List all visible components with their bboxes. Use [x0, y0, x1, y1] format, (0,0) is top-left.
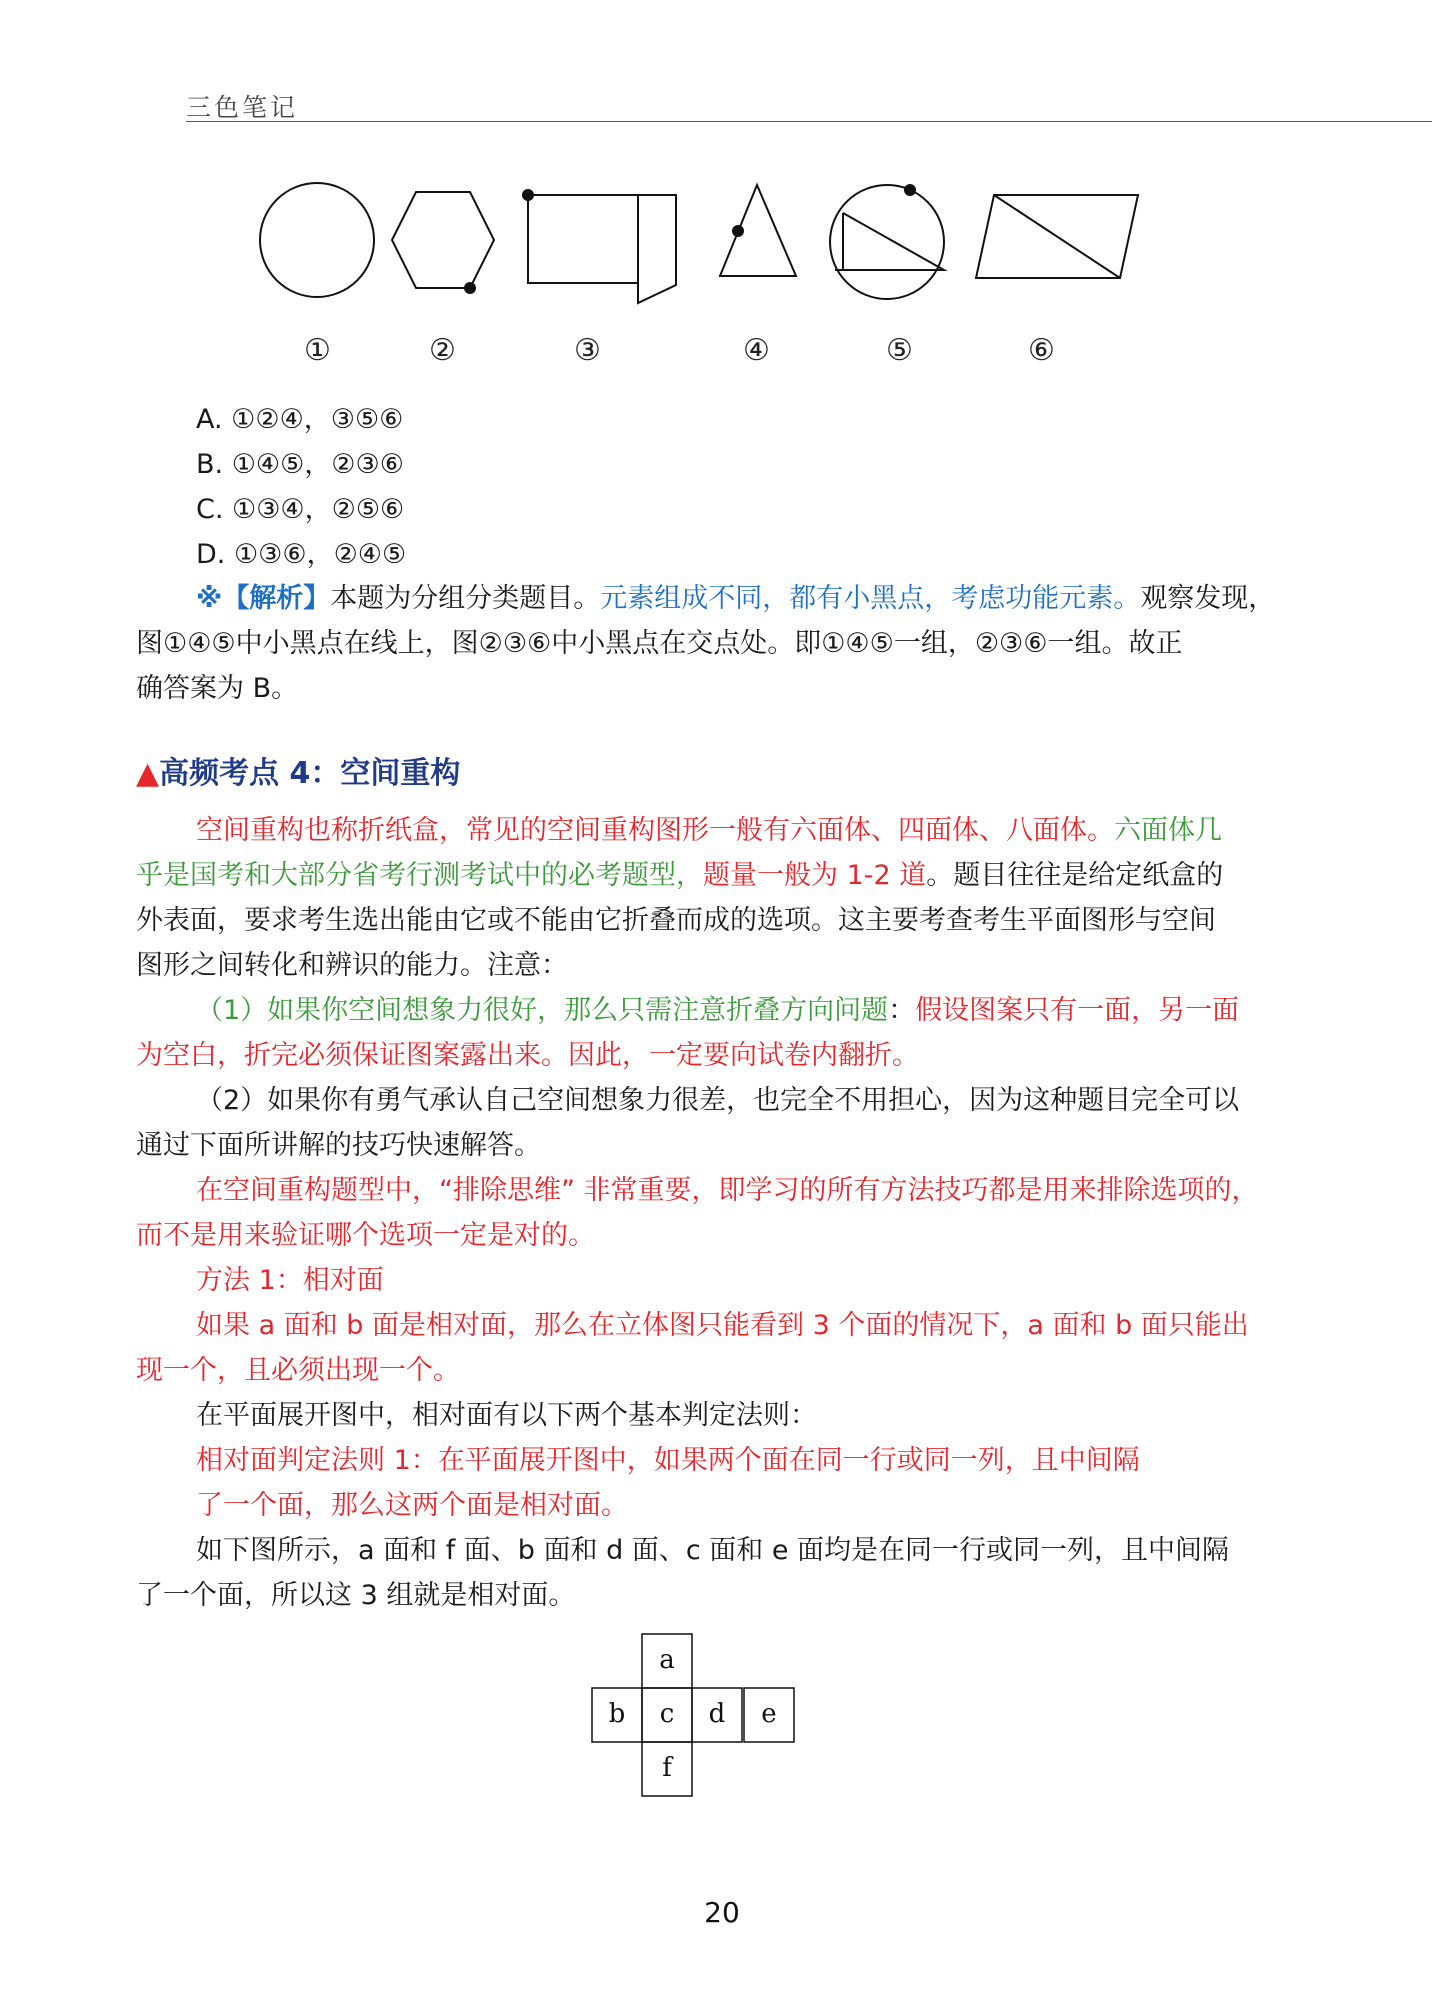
shape-2-hexagon [392, 192, 494, 288]
triangle-marker-icon: ▲ [136, 756, 160, 791]
figure-label-5: ⑤ [886, 333, 913, 368]
header-rule [186, 121, 1432, 122]
cube-net [590, 1632, 810, 1812]
p6-line-1: 在平面展开图中，相对面有以下两个基本判定法则： [196, 1400, 817, 1431]
net-label-e: e [761, 1699, 777, 1729]
method-title: 方法 1：相对面 [196, 1265, 384, 1296]
p1-line-3: 外表面，要求考生选出能由它或不能由它折叠而成的选项。这主要考查考生平面图形与空间 [136, 905, 1216, 936]
net-label-b: b [608, 1699, 626, 1729]
section-title [136, 748, 460, 792]
analysis-highlight: 元素组成不同，都有小黑点，考虑功能元素。 [600, 583, 1141, 614]
option-b: B. ①④⑤，②③⑥ [196, 449, 404, 480]
net-label-d: d [708, 1699, 726, 1729]
analysis-line-3: 确答案为 B。 [136, 673, 299, 704]
p3-line-2: 通过下面所讲解的技巧快速解答。 [136, 1130, 541, 1161]
shape-5-triangle [843, 213, 944, 270]
option-c: C. ①③④，②⑤⑥ [196, 494, 405, 525]
p7-line-1: 如下图所示，a 面和 f 面、b 面和 d 面、c 面和 e 面均是在同一行或同一列，且中间隔 [196, 1535, 1230, 1566]
rule-line-2: 了一个面，那么这两个面是相对面。 [196, 1490, 628, 1521]
shapes-figure [250, 170, 1150, 380]
rule-line-1: 相对面判定法则 1：在平面展开图中，如果两个面在同一行或同一列，且中间隔 [196, 1445, 1140, 1476]
p1-line-2 [136, 853, 1223, 898]
figure-row [250, 170, 1150, 380]
p4-line-1: 在空间重构题型中，“排除思维” 非常重要，即学习的所有方法技巧都是用来排除选项的， [196, 1175, 1259, 1206]
p2-green: （1）如果你空间想象力很好，那么只需注意折叠方向问题 [196, 995, 889, 1026]
running-header: 三色笔记 [186, 93, 299, 122]
page-number: 20 [704, 1896, 740, 1929]
p1-line-4: 图形之间转化和辨识的能力。注意： [136, 950, 568, 981]
p4-line-2: 而不是用来验证哪个选项一定是对的。 [136, 1220, 595, 1251]
p7-line-2: 了一个面，所以这 3 组就是相对面。 [136, 1580, 576, 1611]
shape-4-triangle [720, 185, 796, 276]
p2-red: 假设图案只有一面，另一面 [915, 995, 1240, 1026]
figure-label-2: ② [429, 333, 456, 368]
p1-line2-red: 题量一般为 1-2 道 [703, 860, 927, 891]
shape-5-circle [830, 185, 944, 299]
shape-3-rectangle [528, 195, 638, 283]
analysis-text-1: 本题为分组分类题目。 [330, 583, 601, 614]
analysis-prefix: ※【解析】 [196, 583, 331, 614]
option-d: D. ①③⑥，②④⑤ [196, 539, 407, 570]
figure-label-6: ⑥ [1028, 333, 1055, 368]
shape-1-circle [260, 183, 374, 297]
cube-net-figure [590, 1632, 810, 1812]
analysis-text-2: 观察发现， [1140, 583, 1276, 614]
p3-line-1: （2）如果你有勇气承认自己空间想象力很差，也完全不用担心，因为这种题目完全可以 [196, 1085, 1240, 1116]
analysis-line-2: 图①④⑤中小黑点在线上，图②③⑥中小黑点在交点处。即①④⑤一组，②③⑥一组。故正 [136, 628, 1183, 659]
p1-line-1 [196, 808, 1222, 853]
analysis-line-1 [196, 576, 1275, 621]
p5-line-2: 现一个，且必须出现一个。 [136, 1355, 460, 1386]
p2-black: ： [888, 995, 916, 1026]
p2-line-1 [196, 988, 1239, 1033]
p1-green: 六面体几 [1114, 815, 1222, 846]
section-title-text: 高频考点 4：空间重构 [159, 756, 461, 791]
shape-3-square [638, 195, 676, 303]
p1-line2-green: 乎是国考和大部分省考行测考试中的必考题型， [136, 860, 703, 891]
net-label-f: f [662, 1753, 672, 1783]
option-a: A. ①②④，③⑤⑥ [196, 404, 404, 435]
net-label-a: a [659, 1645, 675, 1675]
shape-4-dot [732, 225, 744, 237]
net-label-c: c [659, 1699, 675, 1729]
shape-2-dot [464, 282, 476, 294]
figure-label-1: ① [304, 333, 331, 368]
figure-label-4: ④ [743, 333, 770, 368]
p1-red: 空间重构也称折纸盒，常见的空间重构图形一般有六面体、四面体、八面体。 [196, 815, 1114, 846]
p5-line-1: 如果 a 面和 b 面是相对面，那么在立体图只能看到 3 个面的情况下，a 面和 b 面只能出 [196, 1310, 1249, 1341]
p1-line2-black: 。题目往往是给定纸盒的 [926, 860, 1224, 891]
figure-label-3: ③ [574, 333, 601, 368]
shape-5-dot [904, 184, 916, 196]
p2-line-2: 为空白，折完必须保证图案露出来。因此，一定要向试卷内翻折。 [136, 1040, 919, 1071]
shape-3-dot [522, 189, 534, 201]
